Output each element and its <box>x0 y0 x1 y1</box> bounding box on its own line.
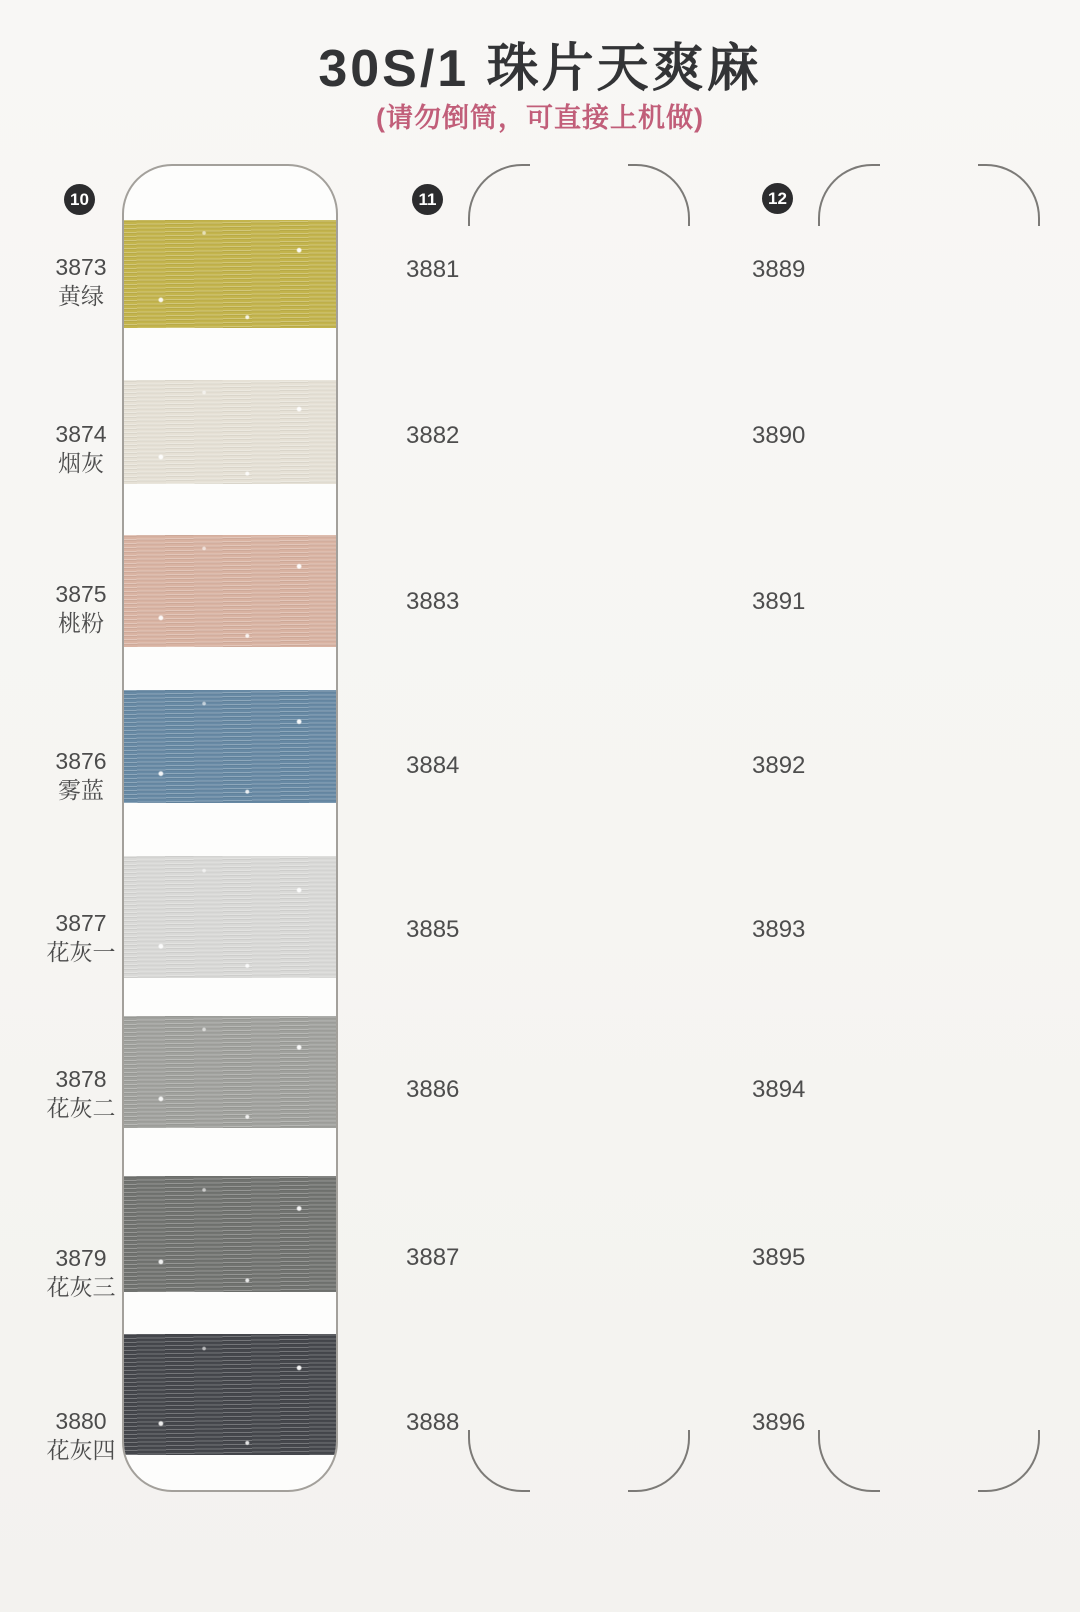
swatch-name: 花灰一 <box>46 939 116 965</box>
code-3887: 3887 <box>406 1244 460 1271</box>
swatch-code: 3876 <box>55 748 107 774</box>
yarn-card-10 <box>122 164 338 1492</box>
code-3896: 3896 <box>752 1409 806 1436</box>
code-3889: 3889 <box>752 256 806 283</box>
yarn-swatch-3880 <box>122 1334 338 1455</box>
swatch-code: 3874 <box>55 421 107 447</box>
column-badge-11: 11 <box>412 184 443 215</box>
card-corner <box>468 164 530 226</box>
swatch-name: 桃粉 <box>58 610 104 636</box>
code-3884: 3884 <box>406 752 460 779</box>
swatch-code: 3877 <box>55 910 107 936</box>
card-corner <box>628 1430 690 1492</box>
yarn-swatch-3876 <box>122 690 338 803</box>
page-title: 30S/1 珠片天爽麻 <box>318 40 762 98</box>
swatch-code: 3879 <box>55 1245 107 1271</box>
card-corner <box>628 164 690 226</box>
yarn-swatch-3877 <box>122 856 338 978</box>
swatch-name: 花灰四 <box>46 1437 116 1463</box>
code-3881: 3881 <box>406 256 460 283</box>
swatch-code: 3878 <box>55 1066 107 1092</box>
swatch-name: 烟灰 <box>58 450 104 476</box>
swatch-name: 花灰二 <box>46 1095 116 1121</box>
yarn-swatch-3875 <box>122 535 338 647</box>
swatch-name: 黄绿 <box>58 283 104 309</box>
swatch-code: 3873 <box>55 254 107 280</box>
code-3895: 3895 <box>752 1244 806 1271</box>
swatch-code: 3875 <box>55 581 107 607</box>
card-corner <box>978 164 1040 226</box>
code-3888: 3888 <box>406 1409 460 1436</box>
code-3882: 3882 <box>406 422 460 449</box>
code-3886: 3886 <box>406 1076 460 1103</box>
swatch-code: 3880 <box>55 1408 107 1434</box>
yarn-swatch-3873 <box>122 220 338 328</box>
card-corner <box>818 1430 880 1492</box>
code-3892: 3892 <box>752 752 806 779</box>
column-badge-12: 12 <box>762 183 793 214</box>
code-3894: 3894 <box>752 1076 806 1103</box>
code-3883: 3883 <box>406 588 460 615</box>
card-corner <box>468 1430 530 1492</box>
code-3891: 3891 <box>752 588 806 615</box>
empty-card-outline-12 <box>818 164 1040 1492</box>
column-badge-10: 10 <box>64 184 95 215</box>
page-subtitle: (请勿倒筒，可直接上机做) <box>376 103 704 133</box>
code-3890: 3890 <box>752 422 806 449</box>
swatch-name: 雾蓝 <box>58 777 104 803</box>
code-3893: 3893 <box>752 916 806 943</box>
yarn-swatch-3874 <box>122 380 338 484</box>
swatch-name: 花灰三 <box>46 1274 116 1300</box>
card-corner <box>818 164 880 226</box>
yarn-swatch-3878 <box>122 1016 338 1128</box>
card-corner <box>978 1430 1040 1492</box>
code-3885: 3885 <box>406 916 460 943</box>
yarn-swatch-3879 <box>122 1176 338 1292</box>
empty-card-outline-11 <box>468 164 690 1492</box>
